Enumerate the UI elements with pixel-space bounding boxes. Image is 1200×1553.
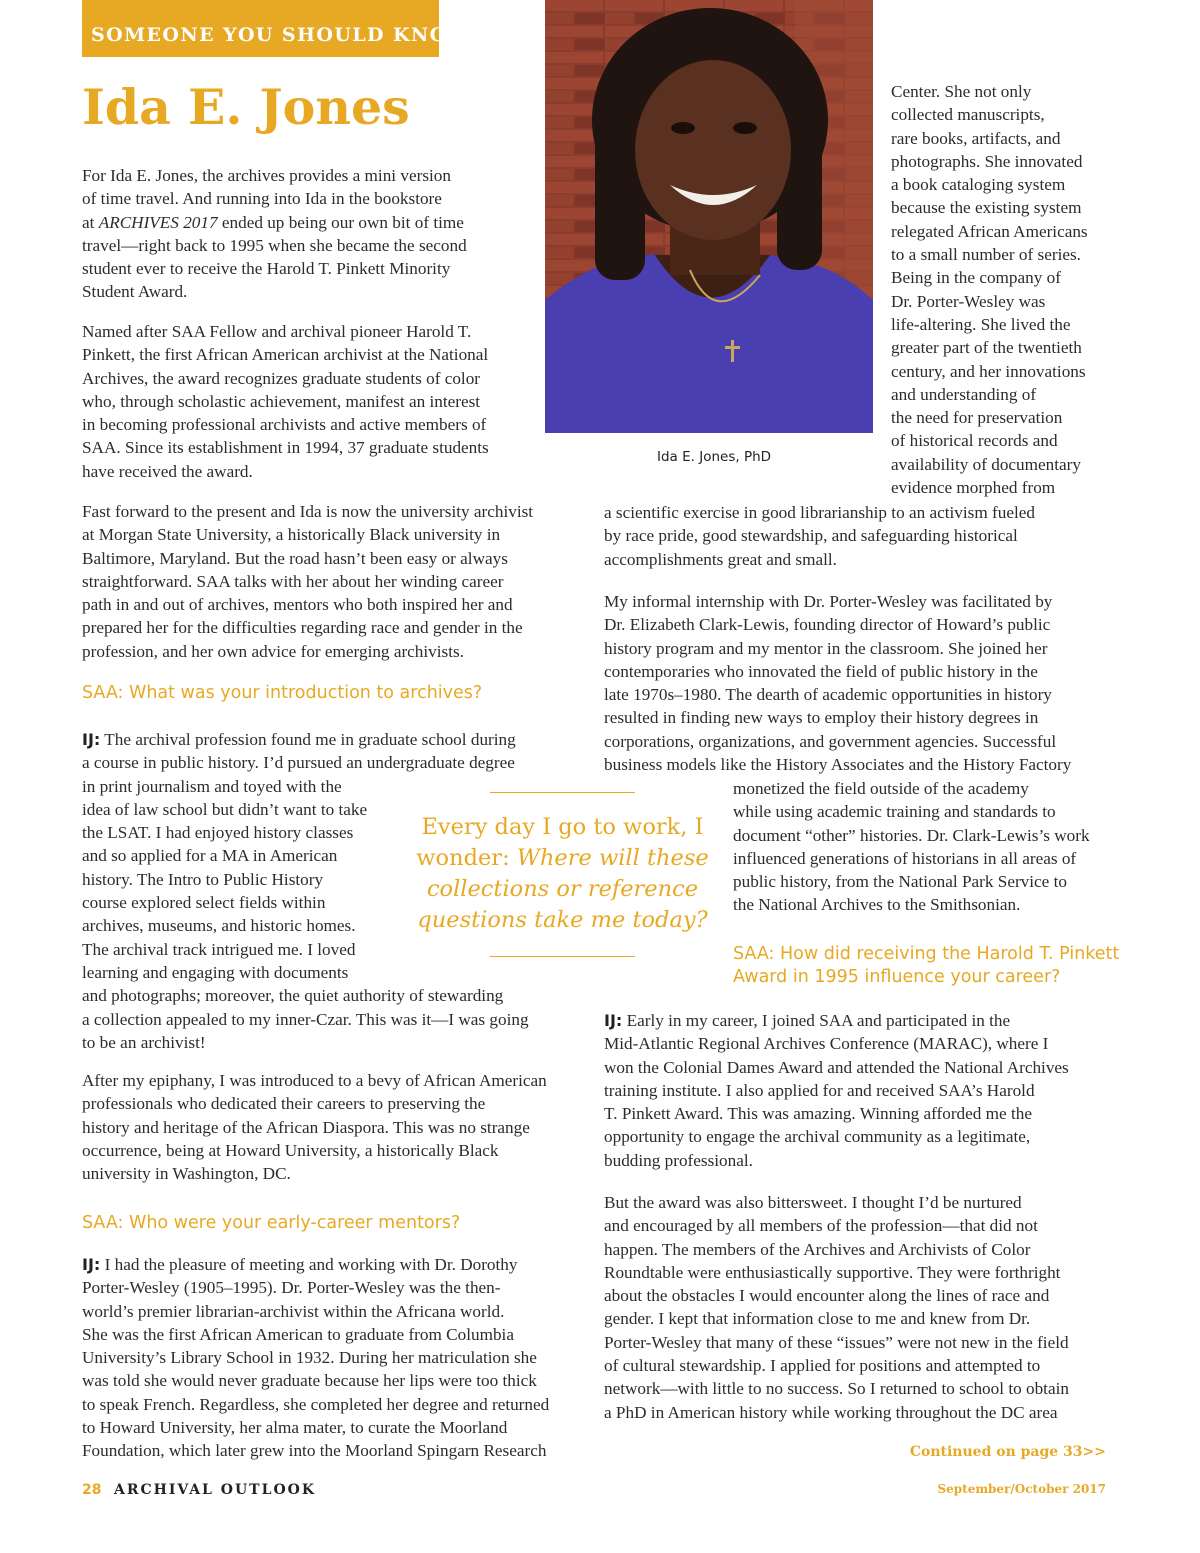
intro-line: of time travel. And running into Ida in the bookstore — [82, 189, 442, 209]
epiphany-line: university in Washington, DC. — [82, 1164, 291, 1184]
award-line: have received the award. — [82, 461, 253, 481]
issue-date: September/October 2017 — [937, 1482, 1106, 1496]
answer-1-line: and photographs; moreover, the quiet authority of stewarding — [82, 986, 504, 1006]
internship-indented-line: while using academic training and standards to — [733, 802, 1056, 822]
internship-line: history program and my mentor in the classroom. She joined her — [604, 638, 1048, 658]
ij-label: IJ: — [604, 1011, 623, 1030]
right-line: to a small number of series. — [891, 245, 1081, 265]
answer-2-line: She was the first African American to graduate from Columbia — [82, 1324, 514, 1344]
answer-2-line: to speak French. Regardless, she completed her degree and returned — [82, 1394, 550, 1414]
bitter-line: a PhD in American history while working throughout the DC area — [604, 1402, 1058, 1422]
answer-1-line: a course in public history. I’d pursued an undergraduate degree — [82, 753, 515, 773]
award-line: SAA. Since its establishment in 1994, 37 graduate students — [82, 438, 489, 458]
answer-3-first-line: Early in my career, I joined SAA and participated in the — [622, 1011, 1011, 1030]
right-line: of historical records and — [891, 431, 1058, 451]
fast-forward-paragraph — [82, 500, 592, 663]
internship-line: contemporaries who innovated the field of public history in the — [604, 661, 1038, 681]
pull-quote-italic: Where will these collections or reference questions take me today? — [417, 845, 709, 933]
award-line: in becoming professional archivists and active members of — [82, 415, 487, 435]
internship-paragraph — [604, 590, 1114, 776]
answer-1-line: and so applied for a MA in American — [82, 846, 338, 866]
internship-indented — [733, 777, 1123, 917]
bitter-line: Porter-Wesley that many of these “issues” were not new in the field — [604, 1332, 1069, 1352]
bitter-line: But the award was also bittersweet. I thought I’d be nurtured — [604, 1193, 1022, 1212]
bitter-line: happen. The members of the Archives and Archivists of Color — [604, 1239, 1031, 1259]
intro-line: travel—right back to 1995 when she became the second — [82, 235, 467, 255]
right-wide-continuation — [604, 501, 1114, 571]
epiphany-line: professionals who dedicated their careers to preserving the — [82, 1094, 486, 1114]
question-heading-2: SAA: Who were your early-career mentors? — [82, 1213, 461, 1233]
article-title: Ida E. Jones — [82, 78, 410, 136]
right-line: and understanding of — [891, 384, 1037, 404]
answer-1-first-line: The archival profession found me in graduate school during — [100, 730, 516, 749]
portrait-illustration — [545, 0, 873, 433]
portrait-photo — [545, 0, 873, 433]
bitter-line: and encouraged by all members of the profession—that did not — [604, 1216, 1038, 1236]
conference-name: ARCHIVES 2017 — [98, 212, 218, 232]
continued-link[interactable]: Continued on page 33>> — [909, 1444, 1106, 1460]
right-line: because the existing system — [891, 198, 1082, 218]
answer-2-line: world’s premier librarian-archivist within the Africana world. — [82, 1301, 505, 1321]
answer-3-line: won the Colonial Dames Award and attended the National Archives — [604, 1057, 1069, 1077]
award-line: who, through scholastic achievement, manifest an interest — [82, 391, 481, 411]
bitter-line: of cultural stewardship. I applied for positions and attempted to — [604, 1356, 1041, 1376]
ij-label: IJ: — [82, 1255, 101, 1274]
right-line: Being in the company of — [891, 268, 1061, 288]
internship-line: business models like the History Associates and the History Factory — [604, 755, 1072, 775]
internship-indented-line: influenced generations of historians in all areas of — [733, 848, 1077, 868]
answer-2 — [82, 1253, 592, 1463]
right-line: relegated African Americans — [891, 221, 1088, 241]
right-line: rare books, artifacts, and — [891, 128, 1061, 148]
answer-3-line: opportunity to engage the archival community as a legitimate, — [604, 1127, 1031, 1147]
question-3-line: Award in 1995 influence your career? — [733, 967, 1061, 987]
internship-line: Dr. Elizabeth Clark-Lewis, founding director of Howard’s public — [604, 615, 1051, 635]
right-line: Dr. Porter-Wesley was — [891, 291, 1046, 311]
answer-2-line: to Howard University, her alma mater, to curate the Moorland — [82, 1418, 508, 1438]
answer-2-first-line: I had the pleasure of meeting and working with Dr. Dorothy — [100, 1255, 518, 1274]
internship-line: corporations, organizations, and government agencies. Successful — [604, 731, 1057, 751]
intro-paragraph — [82, 164, 552, 304]
fastforward-line: path in and out of archives, mentors who both inspired her and — [82, 595, 513, 615]
internship-indented-line: the National Archives to the Smithsonian. — [733, 895, 1021, 915]
intro-line: For Ida E. Jones, the archives provides a mini version — [82, 166, 451, 185]
section-label: SOMEONE YOU SHOULD KNOW — [91, 24, 471, 46]
answer-1-line: history. The Intro to Public History — [82, 869, 324, 889]
internship-indented-line: public history, from the National Park Service to — [733, 872, 1067, 892]
intro-line: Student Award. — [82, 282, 188, 302]
right-line: a book cataloging system — [891, 175, 1066, 195]
bitter-line: about the obstacles I would encounter along the lines of race and — [604, 1286, 1050, 1306]
award-line: Named after SAA Fellow and archival pioneer Harold T. — [82, 322, 472, 341]
intro-line: at ARCHIVES 2017 ended up being our own bit of time — [82, 212, 464, 232]
magazine-name: ARCHIVAL OUTLOOK — [114, 1482, 316, 1498]
bitter-line: gender. I kept that information close to me and knew from Dr. — [604, 1309, 1031, 1329]
answer-1-line: The archival track intrigued me. I loved — [82, 939, 356, 959]
pull-quote-rule-top — [490, 792, 635, 793]
bitter-line: Roundtable were enthusiastically supportive. They were forthright — [604, 1262, 1061, 1282]
answer-1-line: in print journalism and toyed with the — [82, 776, 342, 796]
award-line: Pinkett, the first African American archivist at the National — [82, 345, 489, 365]
answer-1-line: archives, museums, and historic homes. — [82, 916, 356, 936]
answer-3-line: budding professional. — [604, 1150, 753, 1170]
question-heading-1: SAA: What was your introduction to archives? — [82, 683, 483, 703]
intro-line: student ever to receive the Harold T. Pinkett Minority — [82, 259, 451, 279]
answer-1-line: to be an archivist! — [82, 1032, 206, 1052]
section-label-tab — [82, 0, 471, 57]
answer-2-line: University’s Library School in 1932. During her matriculation she — [82, 1348, 537, 1368]
ij-label: IJ: — [82, 730, 101, 749]
answer-1-line: the LSAT. I had enjoyed history classes — [82, 823, 354, 843]
right-wide-line: a scientific exercise in good librarianship to an activism fueled — [604, 503, 1035, 522]
question-3-line: SAA: How did receiving the Harold T. Pinkett — [733, 944, 1120, 964]
fastforward-line: Fast forward to the present and Ida is now the university archivist — [82, 502, 534, 521]
internship-indented-line: document “other” histories. Dr. Clark-Lewis’s work — [733, 825, 1090, 845]
right-line: century, and her innovations — [891, 361, 1086, 381]
answer-1-line: a collection appealed to my inner-Czar. This was it—I was going — [82, 1009, 529, 1029]
answer-1-line: idea of law school but didn’t want to take — [82, 799, 368, 819]
fastforward-line: at Morgan State University, a historically Black university in — [82, 525, 501, 545]
answer-1-line: learning and engaging with documents — [82, 962, 349, 982]
fastforward-line: profession, and her own advice for emerging archivists. — [82, 641, 464, 661]
answer-1-line: course explored select fields within — [82, 893, 326, 913]
epiphany-line: occurrence, being at Howard University, a historically Black — [82, 1140, 499, 1160]
right-line: photographs. She innovated — [891, 151, 1083, 171]
epiphany-paragraph — [82, 1069, 582, 1185]
answer-2-line: Foundation, which later grew into the Moorland Spingarn Research — [82, 1441, 547, 1461]
right-line: life-altering. She lived the — [891, 314, 1071, 334]
answer-3-line: T. Pinkett Award. This was amazing. Winning afforded me the — [604, 1104, 1032, 1124]
fastforward-line: Baltimore, Maryland. But the road hasn’t been easy or always — [82, 548, 508, 568]
right-wide-line: by race pride, good stewardship, and safeguarding historical — [604, 526, 1018, 546]
right-line: collected manuscripts, — [891, 105, 1045, 125]
answer-3-line: Mid-Atlantic Regional Archives Conference (MARAC), where I — [604, 1034, 1049, 1054]
internship-line: resulted in finding new ways to employ their history degrees in — [604, 708, 1039, 728]
internship-line: late 1970s–1980. The dearth of academic opportunities in history — [604, 685, 1052, 705]
question-heading-3 — [733, 943, 1119, 989]
award-paragraph — [82, 320, 542, 483]
epiphany-line: After my epiphany, I was introduced to a bevy of African American — [82, 1071, 547, 1090]
right-wide-line: accomplishments great and small. — [604, 549, 837, 569]
pull-quote-lead: Every day I go to work, I wonder: — [416, 814, 704, 871]
answer-3 — [604, 1009, 1114, 1172]
fastforward-line: straightforward. SAA talks with her about her winding career — [82, 571, 504, 591]
award-line: Archives, the award recognizes graduate students of color — [82, 368, 481, 388]
page-number: 28 — [82, 1482, 102, 1498]
internship-indented-line: monetized the field outside of the academy — [733, 779, 1029, 798]
photo-caption: Ida E. Jones, PhD — [657, 449, 772, 465]
internship-line: My informal internship with Dr. Porter-Wesley was facilitated by — [604, 592, 1053, 611]
right-line: availability of documentary — [891, 454, 1081, 474]
right-line: Center. She not only — [891, 82, 1032, 101]
epiphany-line: history and heritage of the African Diaspora. This was no strange — [82, 1117, 530, 1137]
right-narrow-column — [891, 80, 1121, 499]
bitter-line: network—with little to no success. So I returned to school to obtain — [604, 1379, 1069, 1399]
answer-2-line: Porter-Wesley (1905–1995). Dr. Porter-Wesley was the then- — [82, 1278, 501, 1298]
right-line: greater part of the twentieth — [891, 338, 1082, 358]
right-line: evidence morphed from — [891, 478, 1056, 498]
bittersweet-paragraph — [604, 1191, 1114, 1424]
answer-2-line: was told she would never graduate because her lips were too thick — [82, 1371, 537, 1391]
pull-quote-rule-bottom — [490, 956, 635, 957]
answer-3-line: training institute. I also applied for and received SAA’s Harold — [604, 1080, 1035, 1100]
right-line: the need for preservation — [891, 408, 1063, 428]
fastforward-line: prepared her for the difficulties regarding race and gender in the — [82, 618, 523, 638]
pull-quote — [405, 812, 720, 936]
